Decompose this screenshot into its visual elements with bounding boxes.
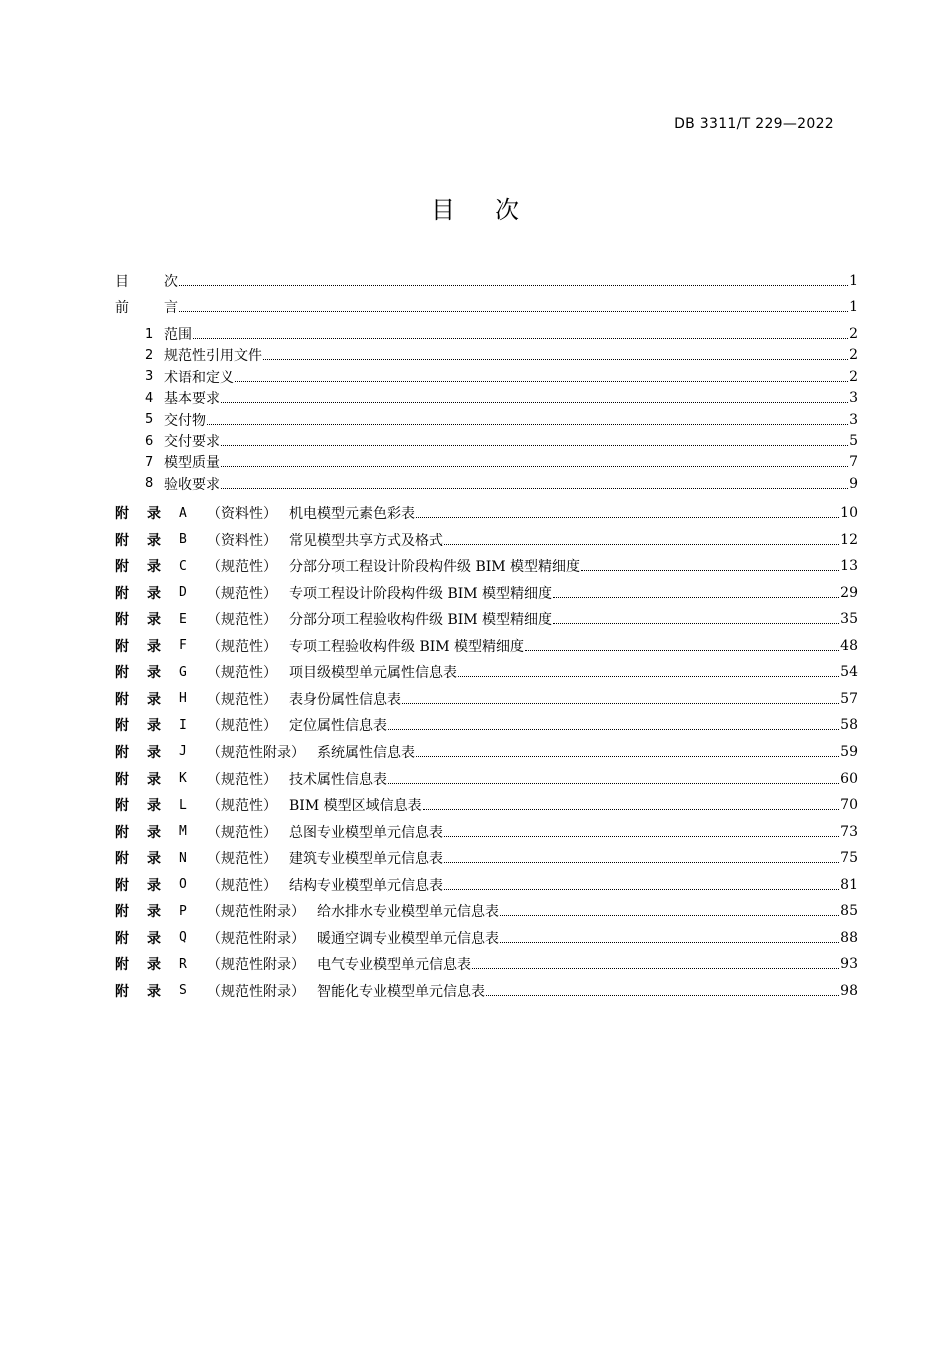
appendix-type: （规范性） xyxy=(207,851,277,868)
appendix-type: （规范性） xyxy=(207,559,277,576)
toc-entry[interactable] xyxy=(0,980,858,1002)
toc-entry[interactable] xyxy=(0,409,858,431)
appendix-title: 总图专业模型单元信息表 xyxy=(289,824,443,841)
toc-entry[interactable] xyxy=(0,927,858,949)
toc-page-number: 10 xyxy=(840,505,858,521)
toc-entry[interactable] xyxy=(0,296,858,318)
appendix-type: （规范性附录） xyxy=(207,744,305,761)
toc-entry[interactable] xyxy=(0,768,858,790)
appendix-label: 录 xyxy=(147,612,161,629)
appendix-type: （规范性附录） xyxy=(207,930,305,947)
appendix-title: 分部分项工程设计阶段构件级 BIM 模型精细度 xyxy=(289,559,581,576)
appendix-letter: O xyxy=(179,877,187,893)
dot-leader xyxy=(221,488,848,489)
appendix-label: 录 xyxy=(147,691,161,708)
dot-leader xyxy=(581,570,839,571)
toc-entry[interactable] xyxy=(0,874,858,896)
appendix-letter: B xyxy=(179,532,187,548)
toc-page-number: 1 xyxy=(849,273,858,289)
appendix-label: 附 xyxy=(115,691,129,708)
toc-entry-label xyxy=(115,609,552,629)
appendix-letter: L xyxy=(179,797,187,813)
toc-entry-label xyxy=(115,556,580,576)
appendix-type: （规范性） xyxy=(207,638,277,655)
toc-entry-label xyxy=(145,324,192,344)
toc-entry-label xyxy=(115,297,178,317)
dot-leader xyxy=(444,862,839,863)
dot-leader xyxy=(500,915,839,916)
appendix-label: 录 xyxy=(147,957,161,974)
appendix-title: 技术属性信息表 xyxy=(289,771,387,788)
appendix-letter: D xyxy=(179,585,187,601)
appendix-type: （资料性） xyxy=(207,506,277,522)
dot-leader xyxy=(402,703,839,704)
appendix-title: 智能化专业模型单元信息表 xyxy=(317,983,485,1000)
toc-entry-label xyxy=(145,388,220,408)
appendix-title: 定位属性信息表 xyxy=(289,718,387,735)
toc-entry-label xyxy=(115,503,415,523)
section-number: 8 xyxy=(145,476,154,492)
toc-entry[interactable] xyxy=(0,953,858,975)
dot-leader xyxy=(221,466,848,467)
dot-leader xyxy=(553,623,839,624)
dot-leader xyxy=(553,597,839,598)
appendix-label: 附 xyxy=(115,506,129,522)
appendix-label: 录 xyxy=(147,665,161,682)
toc-entry[interactable] xyxy=(0,502,858,524)
appendix-label: 录 xyxy=(147,585,161,602)
dot-leader xyxy=(193,338,848,339)
appendix-label: 附 xyxy=(115,665,129,682)
appendix-label: 附 xyxy=(115,638,129,655)
toc-page-number: 58 xyxy=(840,717,858,734)
toc-entry-label xyxy=(115,928,499,948)
appendix-title: 分部分项工程验收构件级 BIM 模型精细度 xyxy=(289,612,553,629)
appendix-label: 附 xyxy=(115,559,129,576)
toc-entry[interactable] xyxy=(0,900,858,922)
toc-entry[interactable] xyxy=(0,366,858,388)
toc-entry[interactable] xyxy=(0,387,858,409)
section-title: 基本要求 xyxy=(164,391,220,408)
appendix-label: 录 xyxy=(147,559,161,576)
toc-page-number: 54 xyxy=(840,664,858,681)
appendix-type: （规范性附录） xyxy=(207,983,305,1000)
toc-entry-label xyxy=(115,742,415,762)
dot-leader xyxy=(179,285,848,286)
toc-page-number: 1 xyxy=(849,299,858,315)
toc-entry-label xyxy=(145,452,220,472)
appendix-label: 录 xyxy=(147,930,161,947)
toc-entry-label xyxy=(115,271,178,291)
toc-entry-label xyxy=(115,901,499,921)
toc-entry-label xyxy=(145,367,234,387)
dot-leader xyxy=(416,756,839,757)
appendix-label: 附 xyxy=(115,877,129,894)
appendix-title: 项目级模型单元属性信息表 xyxy=(289,665,457,682)
toc-page-number: 59 xyxy=(840,743,858,760)
appendix-title: 机电模型元素色彩表 xyxy=(289,506,415,522)
appendix-label: 附 xyxy=(115,798,129,815)
toc-entry-label xyxy=(145,345,262,365)
toc-page-number: 93 xyxy=(840,956,858,973)
appendix-label: 录 xyxy=(147,718,161,735)
toc-page-number: 88 xyxy=(840,929,858,946)
toc-entry[interactable] xyxy=(0,714,858,736)
toc-entry[interactable] xyxy=(0,451,858,473)
appendix-label: 附 xyxy=(115,851,129,868)
appendix-letter: N xyxy=(179,850,187,866)
section-number: 4 xyxy=(145,390,154,406)
section-title: 范围 xyxy=(164,327,192,343)
toc-page-number: 3 xyxy=(849,411,858,428)
appendix-label: 录 xyxy=(147,798,161,815)
appendix-title: 常见模型共享方式及格式 xyxy=(289,532,443,549)
toc-page-number: 35 xyxy=(840,611,858,628)
toc-entry[interactable] xyxy=(0,270,858,292)
section-number: 5 xyxy=(145,412,154,428)
appendix-letter: J xyxy=(179,744,187,760)
appendix-letter: E xyxy=(179,611,187,627)
dot-leader xyxy=(388,783,839,784)
section-title: 交付物 xyxy=(164,412,206,429)
dot-leader xyxy=(207,424,848,425)
dot-leader xyxy=(263,359,848,360)
toc-page-number: 98 xyxy=(840,982,858,999)
appendix-label: 附 xyxy=(115,824,129,841)
appendix-title: 给水排水专业模型单元信息表 xyxy=(317,904,499,921)
dot-leader xyxy=(444,544,839,545)
toc-entry-label xyxy=(115,875,443,895)
toc-entry-label xyxy=(145,474,220,494)
toc-page-number: 48 xyxy=(840,637,858,654)
appendix-letter: M xyxy=(179,824,187,840)
toc-entry[interactable] xyxy=(0,608,858,630)
appendix-label: 录 xyxy=(147,744,161,761)
appendix-type: （资料性） xyxy=(207,532,277,549)
appendix-label: 录 xyxy=(147,771,161,788)
appendix-title: BIM 模型区域信息表 xyxy=(289,798,422,815)
appendix-label: 附 xyxy=(115,585,129,602)
appendix-title: 电气专业模型单元信息表 xyxy=(317,957,471,974)
toc-entry-label xyxy=(115,769,387,789)
appendix-letter: K xyxy=(179,771,187,786)
dot-leader xyxy=(525,650,839,651)
toc-entry[interactable] xyxy=(0,430,858,452)
toc-page-number: 75 xyxy=(840,850,858,867)
section-number: 6 xyxy=(145,433,154,449)
appendix-label: 附 xyxy=(115,718,129,735)
section-title: 模型质量 xyxy=(164,455,220,472)
appendix-label: 附 xyxy=(115,904,129,921)
dot-leader xyxy=(472,968,839,969)
appendix-type: （规范性） xyxy=(207,665,277,682)
toc-entry[interactable] xyxy=(0,555,858,577)
appendix-label: 附 xyxy=(115,771,129,788)
dot-leader xyxy=(179,311,848,312)
appendix-letter: I xyxy=(179,717,187,733)
document-code: DB 3311/T 229—2022 xyxy=(674,116,834,132)
toc-entry-label xyxy=(115,662,457,682)
toc-entry-label xyxy=(115,954,471,974)
appendix-label: 附 xyxy=(115,612,129,629)
appendix-title: 系统属性信息表 xyxy=(317,744,415,761)
toc-entry-label xyxy=(115,822,443,842)
appendix-type: （规范性） xyxy=(207,585,277,602)
toc-page-number: 2 xyxy=(849,326,858,342)
appendix-label: 录 xyxy=(147,532,161,549)
toc-entry-label xyxy=(115,689,401,709)
dot-leader xyxy=(458,676,839,677)
toc-entry-char: 目 xyxy=(115,274,129,290)
toc-entry[interactable] xyxy=(0,847,858,869)
toc-entry-label xyxy=(115,848,443,868)
toc-entry-char: 前 xyxy=(115,300,129,316)
toc-entry[interactable] xyxy=(0,582,858,604)
toc-page-number: 2 xyxy=(849,347,858,364)
appendix-label: 录 xyxy=(147,904,161,921)
appendix-type: （规范性） xyxy=(207,691,277,708)
appendix-letter: Q xyxy=(179,930,187,946)
toc-entry-label xyxy=(115,981,485,1001)
dot-leader xyxy=(444,836,839,837)
dot-leader xyxy=(444,889,839,890)
toc-page-number: 70 xyxy=(840,797,858,814)
section-number: 1 xyxy=(145,326,154,342)
appendix-type: （规范性） xyxy=(207,798,277,815)
appendix-label: 录 xyxy=(147,983,161,1000)
dot-leader xyxy=(423,809,840,810)
appendix-type: （规范性） xyxy=(207,877,277,894)
dot-leader xyxy=(388,729,839,730)
appendix-letter: S xyxy=(179,983,187,999)
appendix-letter: R xyxy=(179,956,187,972)
section-number: 7 xyxy=(145,454,154,470)
toc-page-number: 12 xyxy=(840,531,858,548)
toc-page-number: 9 xyxy=(849,475,858,492)
appendix-type: （规范性附录） xyxy=(207,904,305,921)
appendix-label: 录 xyxy=(147,506,161,522)
appendix-label: 附 xyxy=(115,957,129,974)
section-title: 验收要求 xyxy=(164,476,220,493)
appendix-title: 暖通空调专业模型单元信息表 xyxy=(317,930,499,947)
appendix-type: （规范性） xyxy=(207,718,277,735)
section-number: 2 xyxy=(145,347,154,363)
appendix-letter: C xyxy=(179,558,187,574)
appendix-label: 录 xyxy=(147,877,161,894)
toc-page-number: 5 xyxy=(849,433,858,449)
appendix-label: 附 xyxy=(115,930,129,947)
toc-page-number: 7 xyxy=(849,454,858,471)
appendix-label: 录 xyxy=(147,824,161,841)
appendix-type: （规范性附录） xyxy=(207,957,305,974)
section-title: 术语和定义 xyxy=(164,369,234,386)
appendix-label: 录 xyxy=(147,851,161,868)
dot-leader xyxy=(221,402,848,403)
toc-entry[interactable] xyxy=(0,661,858,683)
toc-entry[interactable] xyxy=(0,344,858,366)
toc-page-number: 3 xyxy=(849,390,858,407)
toc-entry[interactable] xyxy=(0,635,858,657)
toc-entry-label xyxy=(115,636,524,656)
toc-entry[interactable] xyxy=(0,529,858,551)
dot-leader xyxy=(500,942,839,943)
appendix-letter: A xyxy=(179,505,187,521)
appendix-letter: F xyxy=(179,638,187,654)
toc-page-number: 73 xyxy=(840,823,858,840)
appendix-label: 录 xyxy=(147,638,161,655)
appendix-type: （规范性） xyxy=(207,824,277,841)
section-number: 3 xyxy=(145,369,154,385)
toc-page-number: 13 xyxy=(840,558,858,575)
toc-page-number: 29 xyxy=(840,584,858,601)
toc-entry-label xyxy=(115,715,387,735)
section-title: 规范性引用文件 xyxy=(164,348,262,365)
toc-page-number: 60 xyxy=(840,770,858,787)
appendix-label: 附 xyxy=(115,983,129,1000)
page-title: 目次 xyxy=(431,196,559,224)
appendix-title: 建筑专业模型单元信息表 xyxy=(289,851,443,868)
toc-page-number: 81 xyxy=(840,876,858,893)
dot-leader xyxy=(235,381,848,382)
dot-leader xyxy=(486,995,839,996)
appendix-type: （规范性） xyxy=(207,771,277,788)
appendix-type: （规范性） xyxy=(207,612,277,629)
toc-entry-label xyxy=(115,530,443,550)
toc-entry-label xyxy=(145,431,220,451)
toc-entry-char: 言 xyxy=(164,300,178,316)
toc-entry-label xyxy=(115,583,552,603)
appendix-label: 附 xyxy=(115,532,129,549)
toc-entry[interactable] xyxy=(0,473,858,495)
toc-entry[interactable] xyxy=(0,794,858,816)
appendix-title: 专项工程验收构件级 BIM 模型精细度 xyxy=(289,638,525,655)
appendix-letter: H xyxy=(179,691,187,707)
toc-entry-char: 次 xyxy=(164,274,178,290)
toc-page-number: 57 xyxy=(840,690,858,707)
toc-entry[interactable] xyxy=(0,821,858,843)
appendix-letter: P xyxy=(179,903,187,919)
toc-entry[interactable] xyxy=(0,323,858,345)
section-title: 交付要求 xyxy=(164,434,220,450)
toc-page-number: 2 xyxy=(849,368,858,385)
toc-entry-label xyxy=(145,410,206,430)
appendix-title: 表身份属性信息表 xyxy=(289,691,401,708)
dot-leader xyxy=(416,517,839,518)
appendix-title: 结构专业模型单元信息表 xyxy=(289,877,443,894)
toc-entry[interactable] xyxy=(0,688,858,710)
toc-entry[interactable] xyxy=(0,741,858,763)
appendix-label: 附 xyxy=(115,744,129,761)
appendix-letter: G xyxy=(179,664,187,680)
toc-page-number: 85 xyxy=(840,903,858,920)
toc-entry-label xyxy=(115,795,422,815)
dot-leader xyxy=(221,445,848,446)
appendix-title: 专项工程设计阶段构件级 BIM 模型精细度 xyxy=(289,585,553,602)
